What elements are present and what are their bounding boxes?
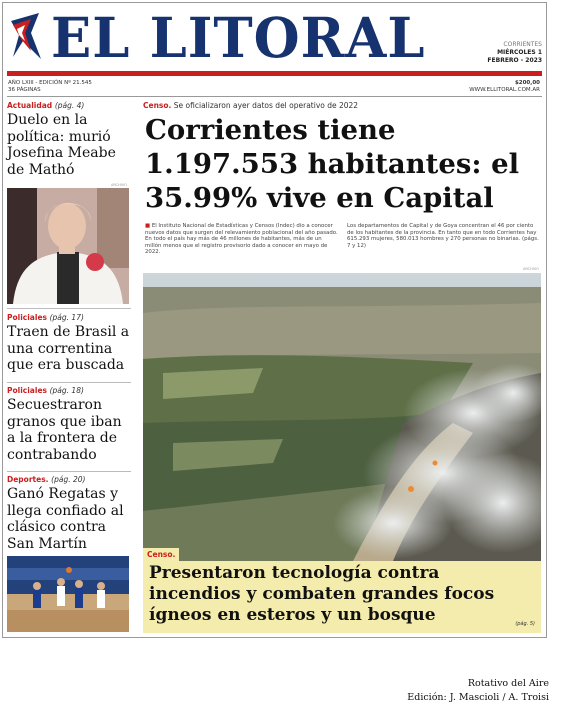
date-label: FEBRERO - 2023	[487, 57, 542, 64]
paper-name: EL LITORAL	[51, 5, 426, 70]
main-lede-page: (págs. 7 y 12)	[347, 236, 539, 249]
edition-line: AÑO LXIII - EDICIÓN Nº 21.545	[8, 80, 92, 86]
photo-story-section: Censo.	[143, 548, 179, 561]
photo-story-page: (pág. 5)	[515, 621, 535, 627]
brief-kicker: Deportes. (pág. 20)	[7, 475, 86, 484]
portrait-photo	[7, 188, 129, 304]
brief-title: Traen de Brasil a una correntina que era buscada	[7, 324, 130, 373]
edition-info	[8, 80, 92, 94]
brief-title: Duelo en la política: murió Josefina Meabe de Mathó	[7, 112, 116, 178]
newspaper-front-page	[2, 2, 547, 638]
price-info	[469, 80, 540, 94]
masthead	[3, 3, 548, 71]
page-count: 36 PÁGINAS	[8, 87, 41, 93]
divider	[7, 96, 542, 97]
photo-credit: ARCHIVO	[523, 267, 539, 271]
brief-actualidad[interactable]	[7, 101, 131, 178]
red-rule	[7, 71, 542, 76]
aerial-fire-photo	[143, 273, 541, 561]
brief-kicker: Policiales (pág. 17)	[7, 313, 84, 322]
broadcast-credit	[407, 677, 549, 705]
divider	[7, 382, 131, 383]
brief-kicker: Actualidad (pág. 4)	[7, 101, 85, 110]
brief-policiales-1[interactable]	[7, 313, 131, 374]
day-label: MIÉRCOLES 1	[497, 49, 542, 56]
footer-line-2: Edición: J. Mascioli / A. Troisi	[407, 692, 549, 703]
photo-story-box[interactable]	[143, 550, 541, 633]
photo-credit: ARCHIVO	[111, 183, 127, 187]
divider	[7, 308, 131, 309]
brief-policiales-2[interactable]	[7, 386, 131, 463]
date-block	[487, 41, 542, 65]
photo-story-headline: Presentaron tecnología contra incendios y combaten grandes focos ígneos en esteros y un bosque	[149, 563, 495, 625]
brief-title: Secuestraron granos que iban a la frontera de contrabando	[7, 397, 122, 463]
brief-deportes[interactable]	[7, 475, 131, 552]
sports-photo	[7, 556, 129, 632]
brief-title: Ganó Regatas y llega confiado al clásico contra San Martín	[7, 486, 124, 552]
main-kicker: Censo. Se oficializaron ayer datos del operativo de 2022	[143, 101, 359, 110]
website-link[interactable]: WWW.ELLITORAL.COM.AR	[469, 87, 540, 93]
city-label: CORRIENTES	[503, 41, 542, 48]
divider	[7, 471, 131, 472]
littoral-logo-icon	[9, 11, 43, 63]
main-lede-2: Los departamentos de Capital y de Goya concentran el 46 por ciento de los habitantes de la provincia. En tanto que en todo Corrientes hay 615.293 mujeres, 580.013 hombres y 270 personas no binarias. (págs. 7 y 12)	[347, 223, 539, 249]
main-lede-1: ■ El Instituto Nacional de Estadísticas y Censos (Indec) dio a conocer nuevos datos que surgen del relevamiento poblacional del año pasado. En todo el país hay más de 46 millones de habitantes, más de un millón menos que el registro provisorio dado a conocer en mayo de 2022.	[145, 223, 338, 256]
footer-line-1: Rotativo del Aire	[467, 678, 549, 689]
brief-kicker: Policiales (pág. 18)	[7, 386, 84, 395]
main-headline[interactable]: Corrientes tiene 1.197.553 habitantes: el 35.99% vive en Capital	[145, 114, 520, 214]
price: $200,00	[514, 80, 540, 86]
